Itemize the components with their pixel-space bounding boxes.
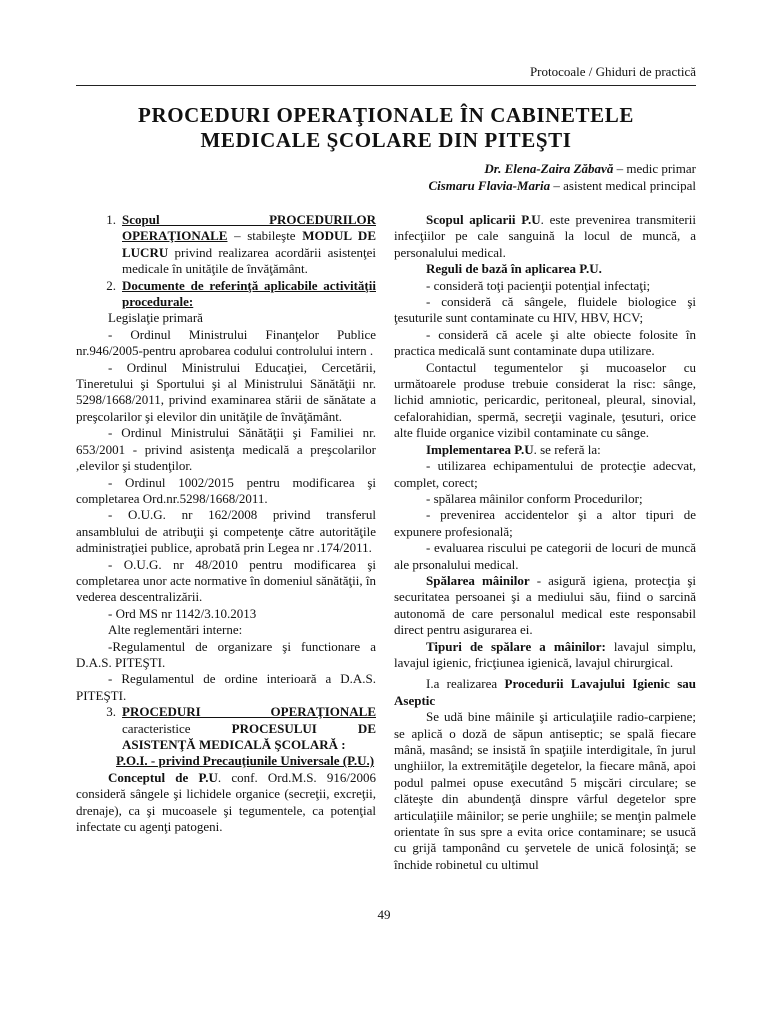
paragraph: - prevenirea accidentelor şi a altor tipuri de expunere profesională; (394, 507, 696, 539)
running-header: Protocoale / Ghiduri de practică (529, 64, 696, 79)
inline-label: Procedurii Lavajului Igienic sau Aseptic (394, 676, 696, 708)
paragraph (394, 676, 696, 709)
authors-block (76, 160, 696, 194)
author-name: Dr. Elena-Zaira Zăbavă (484, 161, 614, 176)
item-heading: Scopul PROCEDURILOR OPERAŢIONALE (122, 212, 376, 244)
paragraph: Se udă bine mâinile şi articulaţiile radio-carpiene; se aplică o doză de săpun antiseptic; se spală fiecare mână, masând; se insistă în spaţiile interdigitale, în jurul unghiilor, la extremităţile degetelor, la fiecare mână, apoi podul palmei opuse executând 5 mişcări circulare; se clăteşte din abundenţă dinspre vârful degetelor spre articulaţiile mâinilor; se perie unghiile; se menţin palmele orientate în sus spre a evita orice contaminare; se usucă cu grijă tamponând cu şervetele de unică folosinţă; se închide robinetul cu ultimul (394, 709, 696, 872)
paragraph (394, 639, 696, 672)
article-title: PROCEDURI OPERAŢIONALE ÎN CABINETELE MEDICALE ŞCOLARE DIN PITEŞTI (138, 103, 634, 152)
inline-text: - asigură igiena, protecţia şi securitatea persoanei şi a mediului său, fiind o sarcină autonomă de care personalul medical este responsabil direct pentru asigurarea ei. (394, 572, 697, 638)
paragraph: - consideră toţi pacienţii potenţial infectaţi; (426, 277, 651, 293)
paragraph (394, 212, 696, 261)
paragraph: - spălarea mâinilor conform Procedurilor; (426, 490, 643, 506)
paragraph: - Ordinul Ministrului Sănătăţii şi Familiei nr. 653/2001 - privind asistenţa medicală a preşcolarilor ,elevilor şi studenţilor. (76, 425, 376, 474)
paragraph: - Ordinul Ministrului Educaţiei, Cercetării, Tineretului şi Sportului şi al Ministrului Sănătăţii nr. 5298/1668/2011, privind examinarea stării de sănătate a preşcolarilor şi elevilor din unităţile de învăţământ. (76, 359, 376, 424)
paragraph: - consideră că acele şi alte obiecte folosite în practica medicală sunt contaminate dupa utilizare. (394, 326, 696, 359)
item-dash: – stabileşte (227, 228, 303, 244)
author-role: – asistent medical principal (550, 178, 696, 193)
paragraph-label: Alte reglementări interne: (108, 622, 243, 638)
inline-label: Implementarea P.U (426, 441, 534, 457)
page-number: 49 (377, 907, 391, 922)
item-heading: PROCEDURI OPERAŢIONALE (122, 704, 376, 720)
inline-text: . se referă la: (533, 441, 601, 457)
inline-label: Tipuri de spălare a mâinilor: (426, 638, 606, 654)
item-text (122, 704, 376, 753)
header-rule (76, 85, 696, 86)
inline-text: lavajul simplu, lavajul igienic, fricţiunea igienică, lavajul chirurgical. (394, 638, 696, 670)
item-heading: Documente de referinţă aplicabile activităţii procedurale: (122, 277, 376, 310)
item-mid: caracteristice (122, 720, 232, 736)
author-role: – medic primar (613, 161, 696, 176)
item-strong: PROCESULUI DE ASISTENŢĂ MEDICALĂ ŞCOLARĂ : (122, 720, 376, 752)
paragraph: - Regulamentul de ordine interioară a D.A.S. PITEŞTI. (76, 671, 376, 703)
paragraph: - Ordinul 1002/2015 pentru modificarea şi completarea Ord.nr.5298/1668/2011. (76, 474, 376, 506)
inline-label: Conceptul de P.U (108, 769, 218, 785)
paragraph: - Ordinul Ministrului Finanţelor Publice nr.946/2005-pentru aprobarea codului controlului intern . (76, 326, 376, 359)
paragraph: - consideră că sângele, fluidele biologice şi ţesuturile sunt contaminate cu HIV, HBV, HCV; (394, 294, 696, 326)
paragraph (76, 770, 376, 836)
item-strong: MODUL DE LUCRU (122, 228, 376, 260)
section-heading: Reguli de bază în aplicarea P.U. (426, 261, 602, 277)
inline-label: Spălarea mâinilor (426, 572, 530, 588)
item-rest: privind realizarea acordării asistenţei medicale în unităţile de învăţământ. (122, 244, 376, 277)
paragraph-label: Legislaţie primară (108, 310, 203, 326)
section-heading: P.O.I. - privind Precauţiunile Universale (P.U.) (116, 753, 375, 769)
author-line (76, 160, 696, 177)
paragraph: - evaluarea riscului pe categorii de locuri de muncă ale prsonalului medical. (394, 540, 696, 572)
item-number: 3. (106, 704, 116, 720)
inline-text: . conf. Ord.M.S. 916/2006 consideră sângele şi lichidele organice (secreţii, excreţii, drenaje), ca şi mucoasele şi tegumentele, ca potenţial infectate cu agenţi patogeni. (76, 769, 377, 835)
item-number: 2. (106, 277, 116, 293)
paragraph (394, 573, 696, 639)
author-line (76, 177, 696, 194)
author-name: Cismaru Flavia-Maria (428, 178, 551, 193)
numbered-item-2 (76, 278, 376, 311)
paragraph: - O.U.G. nr 162/2008 privind transferul ansamblului de atribuţii şi competenţe către autorităţile administraţiei publice, aprobată prin Legea nr .174/2011. (76, 507, 376, 556)
inline-text: I.a realizarea (426, 676, 505, 692)
paragraph: - utilizarea echipamentului de protecţie adecvat, complet, corect; (394, 458, 696, 490)
paragraph: - O.U.G. nr 48/2010 pentru modificarea şi completarea unor acte normative în domeniul sănătăţii, în vederea descentralizării. (76, 556, 376, 605)
inline-text: . este prevenirea transmiterii infecţiilor pe cale sanguină la locul de muncă, a personalului medical. (394, 212, 696, 260)
left-column (76, 212, 376, 835)
paragraph (394, 442, 696, 458)
right-column (394, 212, 696, 873)
paragraph: -Regulamentul de organizare şi functionare a D.A.S. PITEŞTI. (76, 638, 376, 670)
item-number: 1. (106, 212, 116, 227)
paragraph: - Ord MS nr 1142/3.10.2013 (108, 605, 257, 621)
numbered-item-3 (76, 704, 376, 753)
item-text (122, 212, 376, 278)
inline-label: Scopul aplicarii P.U (426, 212, 541, 227)
numbered-item-1 (76, 212, 376, 278)
paragraph: Contactul tegumentelor şi mucoaselor cu următoarele produse trebuie considerat la risc: sânge, lichid amniotic, pericardic, peritoneal, pleural, sinovial, cefalorahidian, spermă, secreţii vaginale, ţesuturi, orice alte fluide organice vizibil contaminate cu sânge. (394, 359, 696, 441)
